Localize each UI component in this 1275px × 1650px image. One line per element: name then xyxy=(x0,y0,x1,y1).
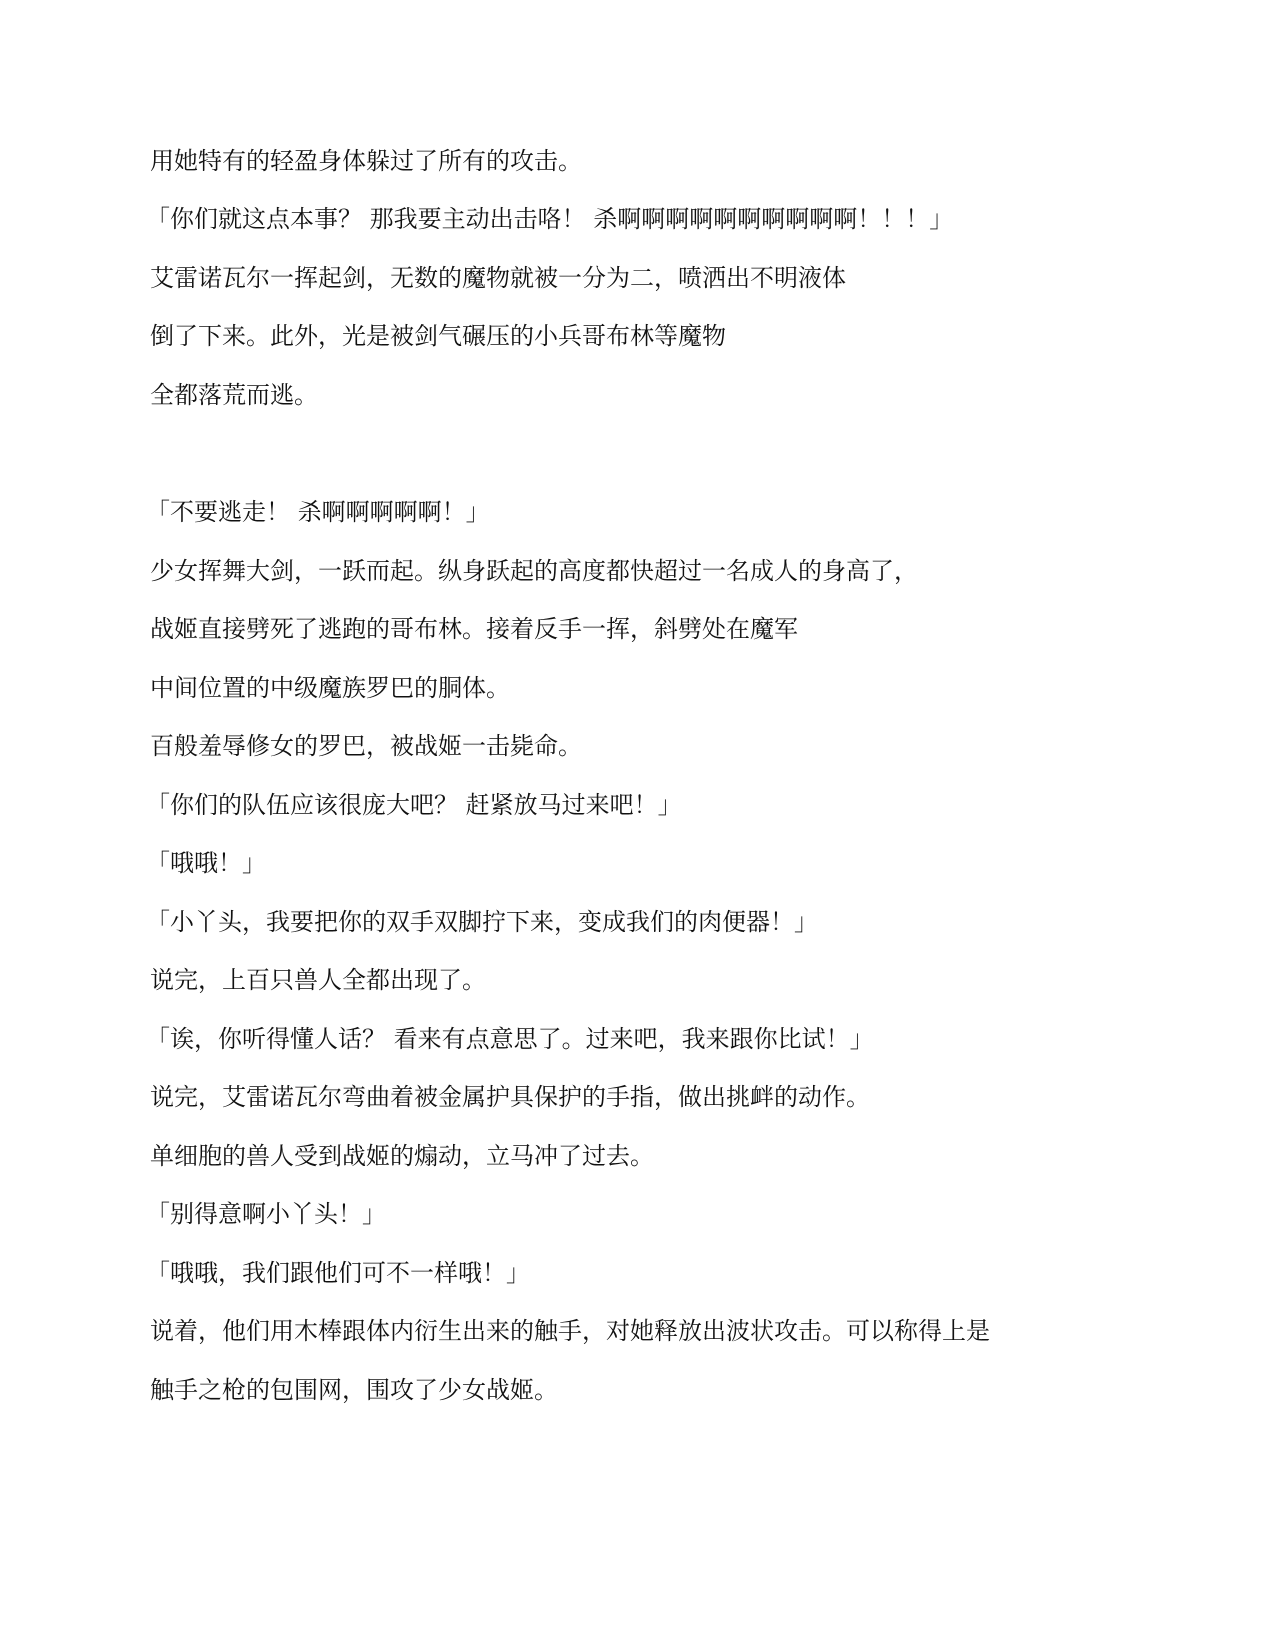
text-line: 百般羞辱修女的罗巴，被战姬一击毙命。 xyxy=(150,732,582,760)
text-line: 「别得意啊小丫头！」 xyxy=(146,1200,386,1228)
text-line: 说完，艾雷诺瓦尔弯曲着被金属护具保护的手指，做出挑衅的动作。 xyxy=(150,1083,870,1111)
text-line: 说着，他们用木棒跟体内衍生出来的触手，对她释放出波状攻击。可以称得上是 xyxy=(150,1317,990,1345)
text-line: 中间位置的中级魔族罗巴的胴体。 xyxy=(150,674,510,702)
text-line: 「不要逃走！ 杀啊啊啊啊啊！」 xyxy=(146,498,490,526)
text-line: 「哦哦！」 xyxy=(146,849,266,877)
text-line: 战姬直接劈死了逃跑的哥布林。接着反手一挥，斜劈处在魔军 xyxy=(150,615,798,643)
text-line: 「你们就这点本事？ 那我要主动出击咯！ 杀啊啊啊啊啊啊啊啊啊啊！！！」 xyxy=(146,205,954,233)
text-line: 少女挥舞大剑，一跃而起。纵身跃起的高度都快超过一名成人的身高了， xyxy=(150,557,918,585)
text-line: 「诶，你听得懂人话？ 看来有点意思了。过来吧，我来跟你比试！」 xyxy=(146,1025,874,1053)
text-line: 用她特有的轻盈身体躲过了所有的攻击。 xyxy=(150,147,582,175)
text-line: 触手之枪的包围网，围攻了少女战姬。 xyxy=(150,1376,558,1404)
text-line: 「你们的队伍应该很庞大吧？ 赶紧放马过来吧！」 xyxy=(146,791,682,819)
text-line: 「哦哦，我们跟他们可不一样哦！」 xyxy=(146,1259,530,1287)
text-line: 艾雷诺瓦尔一挥起剑，无数的魔物就被一分为二，喷洒出不明液体 xyxy=(150,264,846,292)
text-line: 单细胞的兽人受到战姬的煽动，立马冲了过去。 xyxy=(150,1142,654,1170)
text-line: 「小丫头，我要把你的双手双脚拧下来，变成我们的肉便器！」 xyxy=(146,908,818,936)
text-line: 全都落荒而逃。 xyxy=(150,381,318,409)
text-line: 说完，上百只兽人全都出现了。 xyxy=(150,966,486,994)
text-line: 倒了下来。此外，光是被剑气碾压的小兵哥布林等魔物 xyxy=(150,322,726,350)
